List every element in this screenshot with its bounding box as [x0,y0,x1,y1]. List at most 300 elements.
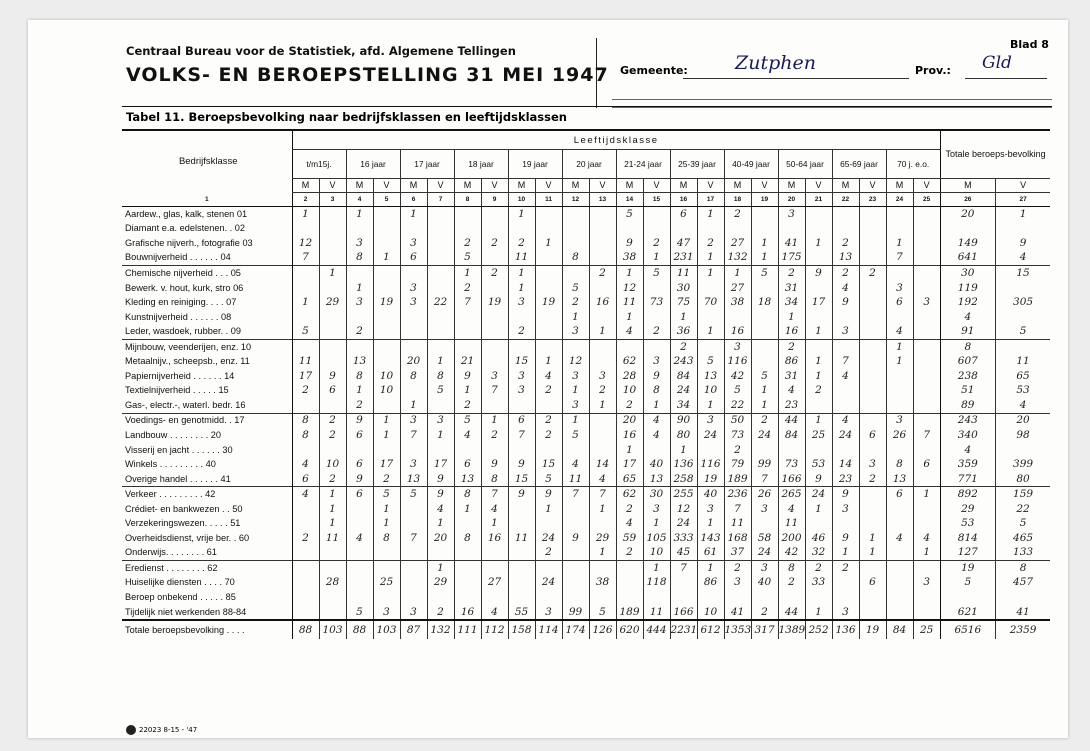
cell [562,576,589,591]
cell [481,561,508,576]
cell: 1 [562,384,589,399]
cell: 3 [508,369,535,384]
cell [859,502,886,517]
cell [373,590,400,605]
cell: 11 [995,354,1050,369]
cell: 24 [697,428,724,443]
cell: 23 [778,398,805,413]
cell: 62 [616,487,643,502]
cell: 1 [427,516,454,531]
cell: 5 [751,369,778,384]
cell: 1 [778,310,805,325]
cell: 5 [400,487,427,502]
header-v: V [427,179,454,193]
cell: 1 [643,251,670,266]
cell [319,324,346,339]
cell [913,354,940,369]
cell [643,222,670,237]
cell: 26 [751,487,778,502]
cell [805,222,832,237]
cell [319,236,346,251]
cell: 1 [292,207,319,222]
table-row [122,428,1050,443]
cell: 9 [346,472,373,487]
cell [913,281,940,296]
cell [913,369,940,384]
cell: 5 [562,281,589,296]
cell: 2 [508,236,535,251]
cell [859,605,886,621]
cell: 5 [373,487,400,502]
cell [886,443,913,458]
cell: 34 [670,398,697,413]
cell: 1 [400,207,427,222]
col-number-10: 10 [508,193,535,207]
cell: 116 [724,354,751,369]
cell [751,354,778,369]
cell [589,281,616,296]
cell: 9 [643,369,670,384]
cell [913,236,940,251]
header-age-0: t/m15j. [292,150,346,179]
cell: 127 [940,546,995,561]
cell [346,266,373,281]
cell: 4 [832,413,859,428]
cell [292,502,319,517]
cell [643,207,670,222]
cell: 61 [697,546,724,561]
cell: 70 [697,295,724,310]
total-cell: 126 [589,620,616,639]
cell: 25 [373,576,400,591]
cell [913,339,940,354]
cell [859,413,886,428]
cell: 6 [400,251,427,266]
cell: 7 [292,251,319,266]
cell [995,443,1050,458]
cell: 1 [751,384,778,399]
cell [292,281,319,296]
cell: 200 [778,531,805,546]
cell: 1 [697,251,724,266]
cell: 265 [778,487,805,502]
total-cell: 1389 [778,620,805,639]
cell: 3 [508,295,535,310]
cell [454,590,481,605]
cell: 1 [508,207,535,222]
cell [859,295,886,310]
cell [508,443,535,458]
cell: 238 [940,369,995,384]
cell: 3 [697,413,724,428]
row-label: Verzekeringswezen. . . . . 51 [125,518,241,529]
cell: 12 [562,354,589,369]
cell [832,384,859,399]
cell [995,222,1050,237]
cell: 1 [508,281,535,296]
cell: 7 [400,428,427,443]
cell: 1 [751,251,778,266]
col-number-24: 24 [886,193,913,207]
row-label: Tijdelijk niet werkenden 88-84 [125,606,247,617]
header-m: M [724,179,751,193]
cell: 4 [481,605,508,621]
col-number-21: 21 [805,193,832,207]
cell: 1 [562,310,589,325]
cell: 3 [400,413,427,428]
cell: 20 [616,413,643,428]
cell: 11 [778,516,805,531]
cell: 51 [940,384,995,399]
cell: 3 [346,236,373,251]
cell: 11 [562,472,589,487]
cell [995,590,1050,605]
cell [400,576,427,591]
cell [508,502,535,517]
cell [859,354,886,369]
cell [751,281,778,296]
header-v: V [319,179,346,193]
cell [643,590,670,605]
cell: 189 [724,472,751,487]
cell [562,561,589,576]
cell: 9 [427,487,454,502]
cell [508,222,535,237]
cell: 9 [832,487,859,502]
cell: 136 [670,457,697,472]
cell: 3 [481,369,508,384]
cell: 24 [535,531,562,546]
gemeente-line [683,78,909,79]
cell: 38 [589,576,616,591]
cell: 189 [616,605,643,621]
cell: 1 [346,384,373,399]
cell: 3 [373,605,400,621]
cell [481,324,508,339]
cell: 4 [616,324,643,339]
cell: 3 [508,384,535,399]
cell: 3 [400,295,427,310]
cell [400,443,427,458]
cell: 10 [643,546,670,561]
cell [427,546,454,561]
col-number-5: 5 [373,193,400,207]
cell [940,222,995,237]
cell: 53 [995,384,1050,399]
col-number-18: 18 [724,193,751,207]
row-label: Visserij en jacht . . . . . . 30 [125,444,233,455]
cell: 243 [940,413,995,428]
cell: 27 [724,281,751,296]
cell: 132 [724,251,751,266]
cell: 5 [616,207,643,222]
cell: 98 [995,428,1050,443]
cell [832,576,859,591]
cell [346,222,373,237]
cell: 10 [697,384,724,399]
cell: 2 [481,236,508,251]
cell [292,590,319,605]
table-row [122,354,1050,369]
col-number-2: 2 [292,193,319,207]
cell: 8 [346,369,373,384]
cell: 19 [940,561,995,576]
cell: 6 [346,487,373,502]
table-title: Tabel 11. Beroepsbevolking naar bedrijfsklassen en leeftijdsklassen [126,110,567,124]
header-m: M [778,179,805,193]
cell [346,576,373,591]
cell: 1 [319,266,346,281]
cell: 9 [805,266,832,281]
cell: 2 [697,236,724,251]
cell: 2 [724,443,751,458]
cell: 1 [643,516,670,531]
cell [913,310,940,325]
cell: 4 [643,413,670,428]
cell [751,324,778,339]
cell [427,398,454,413]
table-row [122,472,1050,487]
cell: 14 [832,457,859,472]
cell [589,207,616,222]
cell [805,398,832,413]
cell: 10 [319,457,346,472]
table-row [122,487,1050,502]
cell: 4 [535,369,562,384]
cell: 607 [940,354,995,369]
cell [427,251,454,266]
cell: 231 [670,251,697,266]
cell: 4 [886,324,913,339]
cell [481,590,508,605]
cell [751,222,778,237]
cell [400,324,427,339]
row-label: Kunstnijverheid . . . . . . 08 [125,311,232,322]
cell: 24 [832,428,859,443]
cell: 2 [670,339,697,354]
cell: 79 [724,457,751,472]
cell: 65 [616,472,643,487]
cell: 1 [373,251,400,266]
cell: 457 [995,576,1050,591]
total-cell: 114 [535,620,562,639]
cell [616,576,643,591]
cell [508,576,535,591]
total-cell: 103 [319,620,346,639]
cell: 236 [724,487,751,502]
cell: 4 [454,428,481,443]
cell: 149 [940,236,995,251]
cell: 9 [832,295,859,310]
cell [589,354,616,369]
cell [292,516,319,531]
cell: 5 [751,266,778,281]
header-v: V [805,179,832,193]
cell: 7 [400,531,427,546]
cell: 7 [886,251,913,266]
cell [427,590,454,605]
cell: 1 [913,546,940,561]
cell [400,590,427,605]
cell: 2 [292,384,319,399]
cell: 2 [805,561,832,576]
cell: 1 [535,502,562,517]
col-number-7: 7 [427,193,454,207]
total-cell: 111 [454,620,481,639]
table-row [122,516,1050,531]
cell [319,222,346,237]
cell: 20 [400,354,427,369]
cell [859,339,886,354]
cell [535,251,562,266]
cell [292,561,319,576]
cell [346,443,373,458]
cell: 3 [643,502,670,517]
cell [319,207,346,222]
cell [805,281,832,296]
cell [373,222,400,237]
cell: 1 [805,413,832,428]
cell [535,310,562,325]
cell [805,207,832,222]
cell: 62 [616,354,643,369]
cell: 3 [400,457,427,472]
total-cell: 252 [805,620,832,639]
cell: 7 [913,428,940,443]
cell: 5 [562,428,589,443]
cell [454,516,481,531]
cell: 2 [589,266,616,281]
col-number-25: 25 [913,193,940,207]
cell: 4 [913,531,940,546]
cell: 17 [292,369,319,384]
total-cell: 112 [481,620,508,639]
cell [751,207,778,222]
cell [616,222,643,237]
cell [913,384,940,399]
cell [859,561,886,576]
table-row [122,605,1050,621]
row-label: Overheidsdienst, vrije ber. . 60 [125,532,250,543]
cell: 892 [940,487,995,502]
cell [427,324,454,339]
cell [373,398,400,413]
cell: 1 [805,369,832,384]
cell [427,266,454,281]
cell: 22 [995,502,1050,517]
cell [427,222,454,237]
cell: 1 [697,266,724,281]
cell: 5 [940,576,995,591]
cell: 3 [886,281,913,296]
cell: 73 [643,295,670,310]
cell: 11 [616,295,643,310]
cell: 1 [832,546,859,561]
cell: 5 [995,516,1050,531]
cell [913,398,940,413]
cell: 3 [778,207,805,222]
cell [481,546,508,561]
cell: 4 [778,502,805,517]
cell [319,310,346,325]
cell: 28 [616,369,643,384]
cell: 1 [886,339,913,354]
cell: 1 [913,487,940,502]
cell [346,502,373,517]
cell [292,546,319,561]
cell [913,413,940,428]
cell: 166 [670,605,697,621]
cell: 2 [346,324,373,339]
cell: 20 [995,413,1050,428]
cell: 1 [292,295,319,310]
cell: 45 [670,546,697,561]
cell: 9 [562,531,589,546]
cell: 12 [616,281,643,296]
cell: 5 [346,605,373,621]
cell [859,324,886,339]
header-age-10: 65-69 jaar [832,150,886,179]
cell: 23 [832,472,859,487]
row-label: Landbouw . . . . . . . . 20 [125,429,222,440]
cell: 1 [481,413,508,428]
cell [589,310,616,325]
cell: 1 [373,428,400,443]
cell [562,236,589,251]
cell: 26 [886,428,913,443]
cell: 8 [400,369,427,384]
cell: 11 [643,605,670,621]
cell [427,339,454,354]
cell: 13 [400,472,427,487]
cell [859,207,886,222]
cell: 3 [535,605,562,621]
cell: 1 [670,310,697,325]
form-title: VOLKS- EN BEROEPSTELLING 31 MEI 1947 [126,64,609,86]
cell [508,339,535,354]
cell: 16 [616,428,643,443]
cell: 1 [697,324,724,339]
cell: 5 [724,384,751,399]
cell: 4 [481,502,508,517]
header-divider [596,38,597,108]
cell: 1 [616,310,643,325]
cell: 2 [589,384,616,399]
row-label: Textielnijverheid . . . . . 15 [125,385,229,396]
col-number-12: 12 [562,193,589,207]
cell [346,546,373,561]
table-row [122,369,1050,384]
cell: 6 [886,487,913,502]
cell [913,222,940,237]
cell [373,266,400,281]
cell: 11 [670,266,697,281]
cell: 3 [427,413,454,428]
cell: 90 [670,413,697,428]
cell [913,516,940,531]
cell: 359 [940,457,995,472]
cell: 55 [508,605,535,621]
cell: 1 [454,266,481,281]
cell: 9 [427,472,454,487]
cell [373,354,400,369]
cell [454,546,481,561]
cell: 15 [508,354,535,369]
cell: 2 [778,576,805,591]
cell: 2 [535,413,562,428]
cell: 2 [778,266,805,281]
cell: 1 [562,413,589,428]
